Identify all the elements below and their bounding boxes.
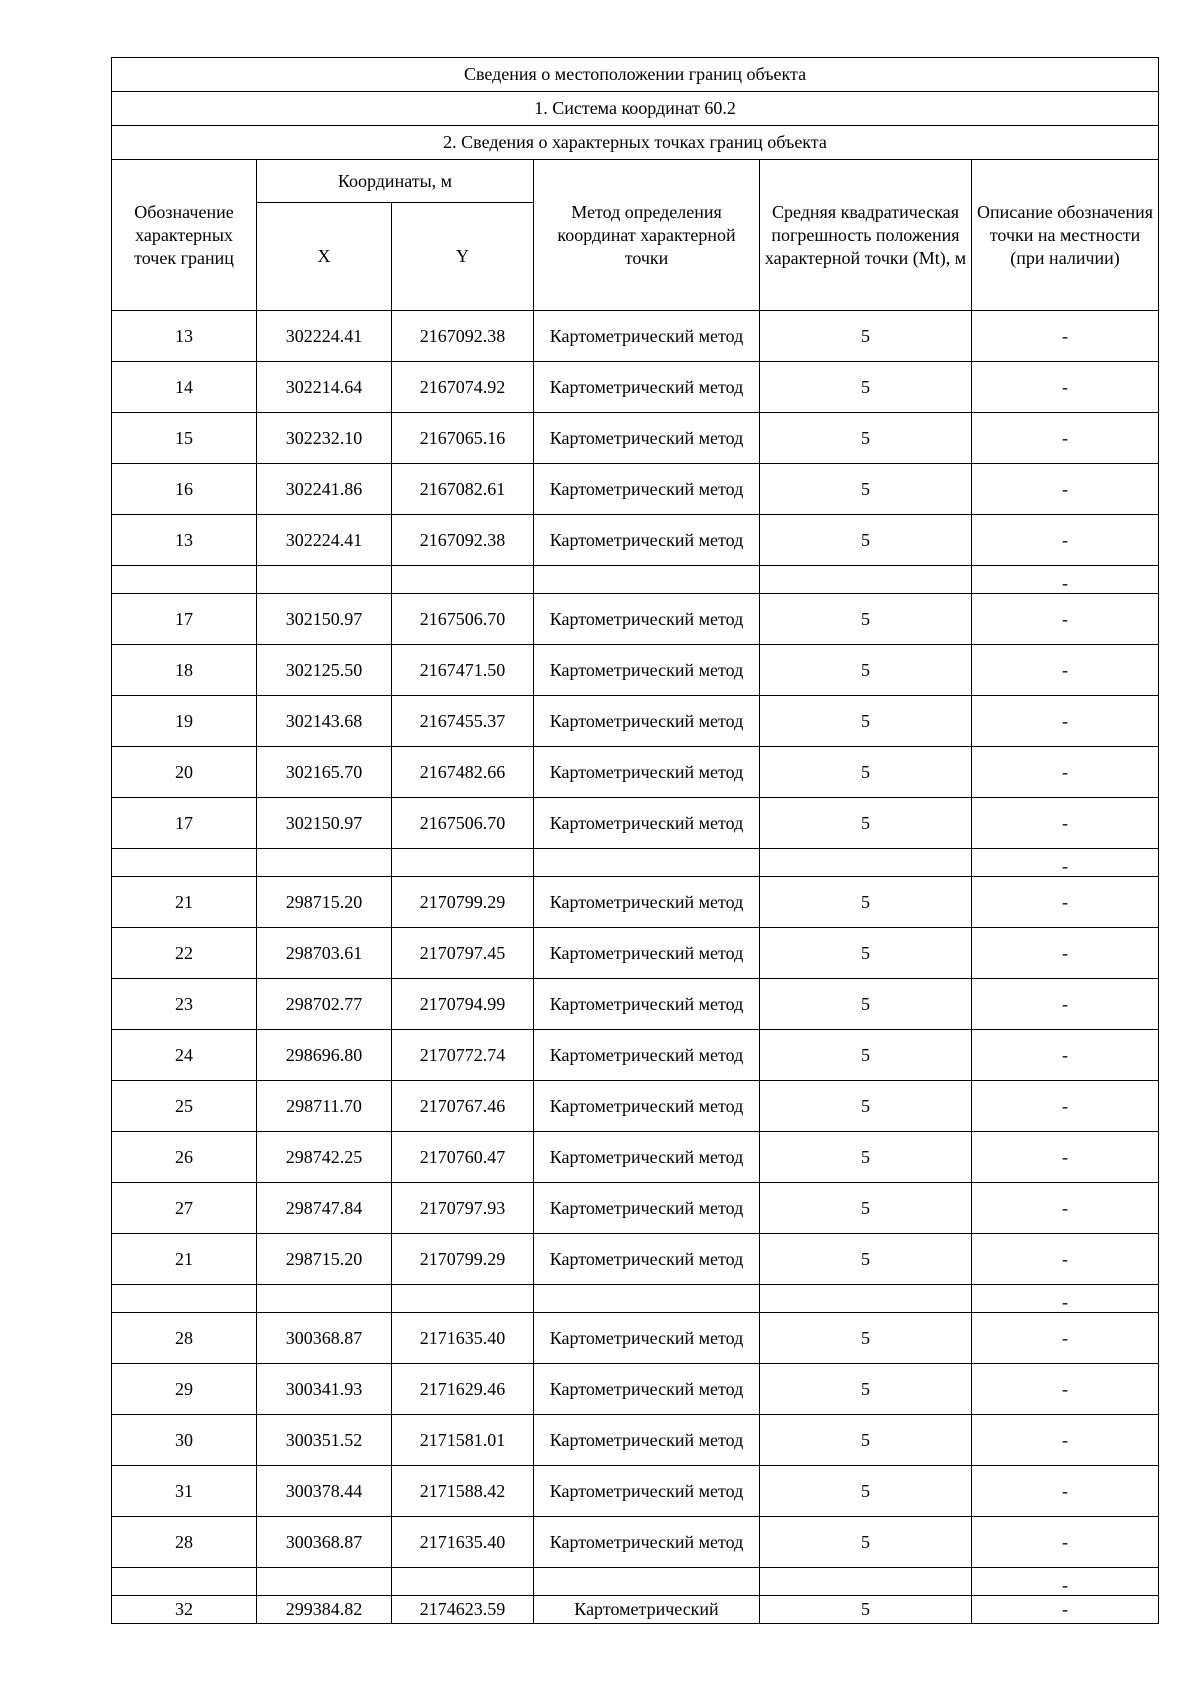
- error-cell: 5: [760, 747, 972, 798]
- description-cell: -: [972, 362, 1159, 413]
- y-cell: [392, 1285, 534, 1313]
- x-cell: 300368.87: [257, 1517, 392, 1568]
- y-cell: 2167074.92: [392, 362, 534, 413]
- x-cell: [257, 849, 392, 877]
- y-cell: 2167506.70: [392, 594, 534, 645]
- description-cell: -: [972, 1415, 1159, 1466]
- y-cell: 2170772.74: [392, 1030, 534, 1081]
- method-cell: Картометрический метод: [534, 747, 760, 798]
- point-cell: 27: [112, 1183, 257, 1234]
- y-cell: 2167455.37: [392, 696, 534, 747]
- error-cell: 5: [760, 1234, 972, 1285]
- y-cell: 2171588.42: [392, 1466, 534, 1517]
- method-cell: Картометрический метод: [534, 928, 760, 979]
- description-cell: -: [972, 1285, 1159, 1313]
- method-cell: Картометрический метод: [534, 1364, 760, 1415]
- point-cell: 26: [112, 1132, 257, 1183]
- table-row: [112, 464, 1159, 515]
- method-cell: Картометрический метод: [534, 1132, 760, 1183]
- method-cell: Картометрический метод: [534, 696, 760, 747]
- coordinate-system-row: [112, 92, 1159, 126]
- description-cell: -: [972, 979, 1159, 1030]
- point-cell: 28: [112, 1517, 257, 1568]
- error-cell: 5: [760, 1081, 972, 1132]
- point-cell: 23: [112, 979, 257, 1030]
- table-row: [112, 696, 1159, 747]
- document-title: Сведения о местоположении границ объекта: [112, 58, 1159, 92]
- y-cell: 2167065.16: [392, 413, 534, 464]
- y-cell: 2170799.29: [392, 877, 534, 928]
- error-cell: 5: [760, 515, 972, 566]
- method-cell: Картометрический метод: [534, 1234, 760, 1285]
- method-cell: Картометрический метод: [534, 1466, 760, 1517]
- table-row: [112, 311, 1159, 362]
- error-cell: 5: [760, 1030, 972, 1081]
- header-point: Обозначение характерных точек границ: [112, 160, 257, 311]
- table-row: [112, 1081, 1159, 1132]
- description-cell: -: [972, 1364, 1159, 1415]
- x-cell: 302150.97: [257, 594, 392, 645]
- x-cell: 298711.70: [257, 1081, 392, 1132]
- description-cell: -: [972, 645, 1159, 696]
- x-cell: 302232.10: [257, 413, 392, 464]
- point-cell: 19: [112, 696, 257, 747]
- method-cell: Картометрический метод: [534, 1313, 760, 1364]
- separator-row: [112, 566, 1159, 594]
- table-row: [112, 594, 1159, 645]
- error-cell: 5: [760, 311, 972, 362]
- method-cell: Картометрический метод: [534, 877, 760, 928]
- method-cell: Картометрический: [534, 1596, 760, 1624]
- y-cell: 2170797.93: [392, 1183, 534, 1234]
- table-row: [112, 798, 1159, 849]
- method-cell: Картометрический метод: [534, 979, 760, 1030]
- x-cell: 298715.20: [257, 877, 392, 928]
- description-cell: -: [972, 747, 1159, 798]
- point-cell: 30: [112, 1415, 257, 1466]
- x-cell: 302241.86: [257, 464, 392, 515]
- table-row: [112, 645, 1159, 696]
- table-row: [112, 1415, 1159, 1466]
- error-cell: 5: [760, 1313, 972, 1364]
- table-row: [112, 515, 1159, 566]
- error-cell: 5: [760, 1415, 972, 1466]
- error-cell: 5: [760, 1132, 972, 1183]
- method-cell: [534, 849, 760, 877]
- error-cell: 5: [760, 413, 972, 464]
- point-cell: 15: [112, 413, 257, 464]
- table-row: [112, 1183, 1159, 1234]
- error-cell: 5: [760, 798, 972, 849]
- method-cell: Картометрический метод: [534, 1081, 760, 1132]
- method-cell: Картометрический метод: [534, 645, 760, 696]
- table-row: [112, 1364, 1159, 1415]
- x-cell: 302165.70: [257, 747, 392, 798]
- error-cell: 5: [760, 1596, 972, 1624]
- description-cell: -: [972, 1234, 1159, 1285]
- x-cell: 302150.97: [257, 798, 392, 849]
- x-cell: 300368.87: [257, 1313, 392, 1364]
- section-heading: 2. Сведения о характерных точках границ объекта: [112, 126, 1159, 160]
- y-cell: 2167482.66: [392, 747, 534, 798]
- y-cell: 2170760.47: [392, 1132, 534, 1183]
- method-cell: Картометрический метод: [534, 1183, 760, 1234]
- error-cell: 5: [760, 362, 972, 413]
- y-cell: 2167092.38: [392, 515, 534, 566]
- description-cell: -: [972, 1517, 1159, 1568]
- point-cell: 29: [112, 1364, 257, 1415]
- table-row: [112, 979, 1159, 1030]
- x-cell: 302143.68: [257, 696, 392, 747]
- x-cell: 298747.84: [257, 1183, 392, 1234]
- point-cell: 17: [112, 798, 257, 849]
- table-row: [112, 1596, 1159, 1624]
- method-cell: Картометрический метод: [534, 594, 760, 645]
- error-cell: 5: [760, 464, 972, 515]
- method-cell: [534, 566, 760, 594]
- point-cell: 24: [112, 1030, 257, 1081]
- y-cell: 2170799.29: [392, 1234, 534, 1285]
- description-cell: -: [972, 1183, 1159, 1234]
- header-method: Метод определения координат характерной точки: [534, 160, 760, 311]
- point-cell: 32: [112, 1596, 257, 1624]
- description-cell: -: [972, 1081, 1159, 1132]
- y-cell: 2170767.46: [392, 1081, 534, 1132]
- description-cell: -: [972, 1596, 1159, 1624]
- y-cell: 2167092.38: [392, 311, 534, 362]
- separator-row: [112, 1568, 1159, 1596]
- x-cell: 300341.93: [257, 1364, 392, 1415]
- error-cell: 5: [760, 696, 972, 747]
- header-error: Средняя квадратическая погрешность положения характерной точки (Mt), м: [760, 160, 972, 311]
- y-cell: [392, 1568, 534, 1596]
- error-cell: 5: [760, 645, 972, 696]
- y-cell: 2171629.46: [392, 1364, 534, 1415]
- header-y: Y: [392, 203, 534, 311]
- method-cell: [534, 1568, 760, 1596]
- description-cell: -: [972, 1313, 1159, 1364]
- x-cell: 299384.82: [257, 1596, 392, 1624]
- section-heading-row: [112, 126, 1159, 160]
- description-cell: -: [972, 515, 1159, 566]
- description-cell: -: [972, 311, 1159, 362]
- table-row: [112, 1517, 1159, 1568]
- x-cell: [257, 1285, 392, 1313]
- error-cell: 5: [760, 1517, 972, 1568]
- point-cell: 13: [112, 311, 257, 362]
- x-cell: 302125.50: [257, 645, 392, 696]
- point-cell: 28: [112, 1313, 257, 1364]
- point-cell: 14: [112, 362, 257, 413]
- point-cell: 17: [112, 594, 257, 645]
- header-x: X: [257, 203, 392, 311]
- description-cell: -: [972, 696, 1159, 747]
- table-row: [112, 877, 1159, 928]
- description-cell: -: [972, 566, 1159, 594]
- x-cell: 302214.64: [257, 362, 392, 413]
- table-row: [112, 1132, 1159, 1183]
- point-cell: [112, 1285, 257, 1313]
- x-cell: 298703.61: [257, 928, 392, 979]
- y-cell: 2167471.50: [392, 645, 534, 696]
- error-cell: [760, 1568, 972, 1596]
- y-cell: 2171635.40: [392, 1313, 534, 1364]
- y-cell: 2174623.59: [392, 1596, 534, 1624]
- table-row: [112, 362, 1159, 413]
- y-cell: 2170794.99: [392, 979, 534, 1030]
- x-cell: 302224.41: [257, 515, 392, 566]
- description-cell: -: [972, 1132, 1159, 1183]
- x-cell: 298715.20: [257, 1234, 392, 1285]
- method-cell: Картометрический метод: [534, 1030, 760, 1081]
- x-cell: 298742.25: [257, 1132, 392, 1183]
- y-cell: 2171635.40: [392, 1517, 534, 1568]
- error-cell: [760, 1285, 972, 1313]
- x-cell: 298702.77: [257, 979, 392, 1030]
- description-cell: -: [972, 928, 1159, 979]
- description-cell: -: [972, 877, 1159, 928]
- table-row: [112, 1234, 1159, 1285]
- y-cell: [392, 849, 534, 877]
- method-cell: Картометрический метод: [534, 1517, 760, 1568]
- point-cell: 20: [112, 747, 257, 798]
- point-cell: [112, 566, 257, 594]
- header-description: Описание обозначения точки на местности (при наличии): [972, 160, 1159, 311]
- description-cell: -: [972, 413, 1159, 464]
- x-cell: [257, 566, 392, 594]
- error-cell: 5: [760, 928, 972, 979]
- error-cell: 5: [760, 1364, 972, 1415]
- error-cell: 5: [760, 979, 972, 1030]
- x-cell: 300378.44: [257, 1466, 392, 1517]
- error-cell: 5: [760, 1183, 972, 1234]
- title-row: [112, 58, 1159, 92]
- point-cell: 18: [112, 645, 257, 696]
- point-cell: [112, 849, 257, 877]
- error-cell: 5: [760, 594, 972, 645]
- table-row: [112, 1466, 1159, 1517]
- x-cell: 302224.41: [257, 311, 392, 362]
- method-cell: Картометрический метод: [534, 311, 760, 362]
- y-cell: 2167506.70: [392, 798, 534, 849]
- method-cell: [534, 1285, 760, 1313]
- method-cell: Картометрический метод: [534, 362, 760, 413]
- table-row: [112, 1313, 1159, 1364]
- method-cell: Картометрический метод: [534, 413, 760, 464]
- error-cell: [760, 566, 972, 594]
- y-cell: 2170797.45: [392, 928, 534, 979]
- description-cell: -: [972, 594, 1159, 645]
- point-cell: 31: [112, 1466, 257, 1517]
- y-cell: [392, 566, 534, 594]
- point-cell: 16: [112, 464, 257, 515]
- point-cell: 13: [112, 515, 257, 566]
- x-cell: 300351.52: [257, 1415, 392, 1466]
- point-cell: 21: [112, 1234, 257, 1285]
- header-row-1: [112, 160, 1159, 203]
- description-cell: -: [972, 1466, 1159, 1517]
- table-row: [112, 747, 1159, 798]
- description-cell: -: [972, 1568, 1159, 1596]
- coordinate-system: 1. Система координат 60.2: [112, 92, 1159, 126]
- method-cell: Картометрический метод: [534, 798, 760, 849]
- header-coords: Координаты, м: [257, 160, 534, 203]
- point-cell: 21: [112, 877, 257, 928]
- separator-row: [112, 1285, 1159, 1313]
- error-cell: [760, 849, 972, 877]
- y-cell: 2167082.61: [392, 464, 534, 515]
- point-cell: 22: [112, 928, 257, 979]
- boundary-points-table: [111, 57, 1159, 1624]
- x-cell: 298696.80: [257, 1030, 392, 1081]
- description-cell: -: [972, 1030, 1159, 1081]
- table-row: [112, 413, 1159, 464]
- table-row: [112, 928, 1159, 979]
- table-row: [112, 1030, 1159, 1081]
- separator-row: [112, 849, 1159, 877]
- error-cell: 5: [760, 877, 972, 928]
- method-cell: Картометрический метод: [534, 1415, 760, 1466]
- method-cell: Картометрический метод: [534, 515, 760, 566]
- description-cell: -: [972, 798, 1159, 849]
- method-cell: Картометрический метод: [534, 464, 760, 515]
- x-cell: [257, 1568, 392, 1596]
- point-cell: [112, 1568, 257, 1596]
- error-cell: 5: [760, 1466, 972, 1517]
- y-cell: 2171581.01: [392, 1415, 534, 1466]
- point-cell: 25: [112, 1081, 257, 1132]
- description-cell: -: [972, 464, 1159, 515]
- description-cell: -: [972, 849, 1159, 877]
